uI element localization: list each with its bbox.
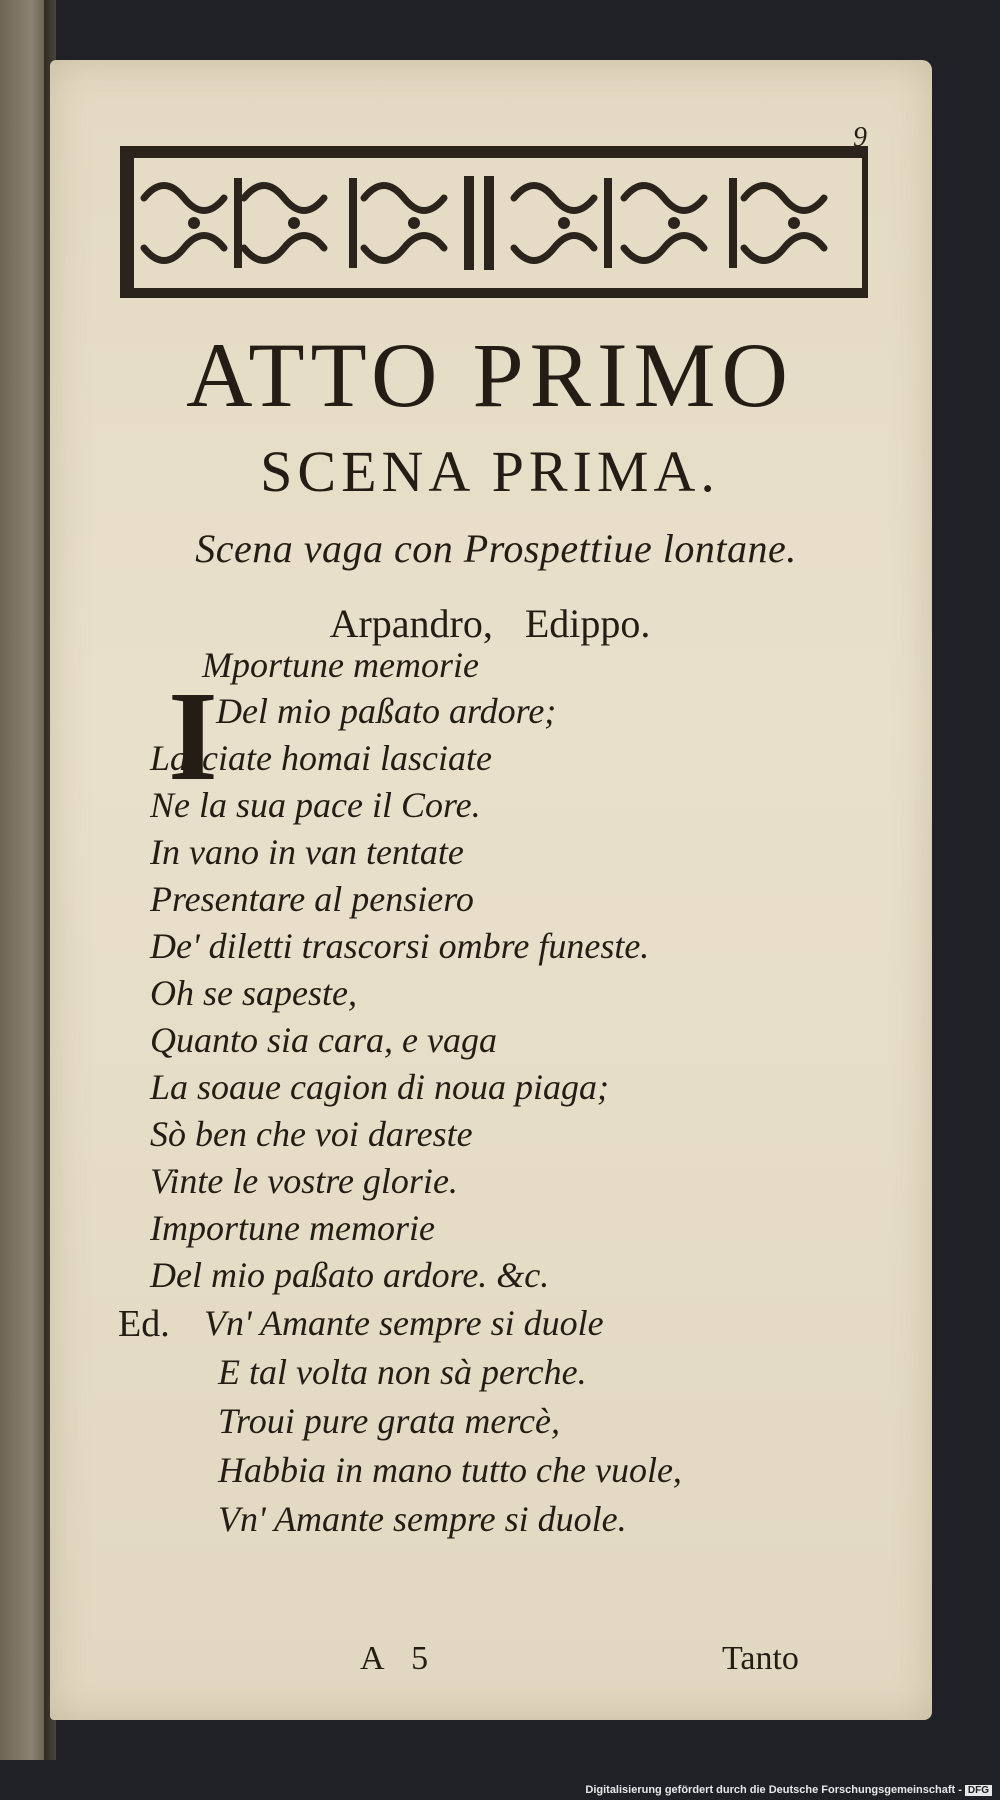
characters-list: Arpandro, Edippo. bbox=[329, 601, 651, 646]
catchword: Tanto bbox=[722, 1640, 799, 1677]
verse-line: Presentare al pensiero bbox=[150, 879, 474, 919]
book-page bbox=[50, 60, 932, 1720]
verse-line: Lasciate homai lasciate bbox=[150, 738, 492, 778]
verse-line: Quanto sia cara, e vaga bbox=[150, 1020, 497, 1060]
verse-line: Oh se sapeste, bbox=[150, 973, 357, 1013]
verse-line: Vn' Amante sempre si duole. bbox=[218, 1499, 627, 1539]
drop-cap: I bbox=[168, 665, 218, 807]
scene-description: Scena vaga con Prospettiue lontane. bbox=[195, 526, 797, 571]
ornament-pattern-icon bbox=[134, 158, 862, 288]
verse-line: Importune memorie bbox=[150, 1208, 435, 1248]
page-number: 9 bbox=[853, 122, 867, 153]
verse-line: La soaue cagion di noua piaga; bbox=[150, 1067, 609, 1107]
verse-line: Vn' Amante sempre si duole bbox=[204, 1303, 604, 1343]
act-title: ATTO PRIMO bbox=[186, 324, 794, 426]
verse-line: Mportune memorie bbox=[202, 645, 479, 685]
verse-line: Habbia in mano tutto che vuole, bbox=[218, 1450, 682, 1490]
digitization-credit bbox=[585, 1784, 992, 1796]
verse-line: Ne la sua pace il Core. bbox=[150, 785, 481, 825]
scene-title: SCENA PRIMA. bbox=[260, 439, 720, 504]
verse-line: Del mio paßato ardore. &c. bbox=[150, 1255, 550, 1295]
verse-line: E tal volta non sà perche. bbox=[218, 1352, 587, 1392]
signature-mark: A 5 bbox=[360, 1640, 439, 1677]
credit-text: Digitalisierung gefördert durch die Deutsche Forschungsgemeinschaft - bbox=[585, 1784, 962, 1796]
decorative-headpiece bbox=[120, 146, 868, 298]
verse-line: Troui pure grata mercè, bbox=[218, 1401, 560, 1441]
verse-line: In vano in van tentate bbox=[150, 832, 464, 872]
dfg-logo: DFG bbox=[965, 1785, 992, 1796]
speaker-label: Ed. bbox=[118, 1303, 170, 1345]
verse-line: Vinte le vostre glorie. bbox=[150, 1161, 458, 1201]
verse-line: De' diletti trascorsi ombre funeste. bbox=[150, 926, 650, 966]
verse-line: Sò ben che voi dareste bbox=[150, 1114, 473, 1154]
verse-line: Del mio paßato ardore; bbox=[216, 691, 557, 731]
